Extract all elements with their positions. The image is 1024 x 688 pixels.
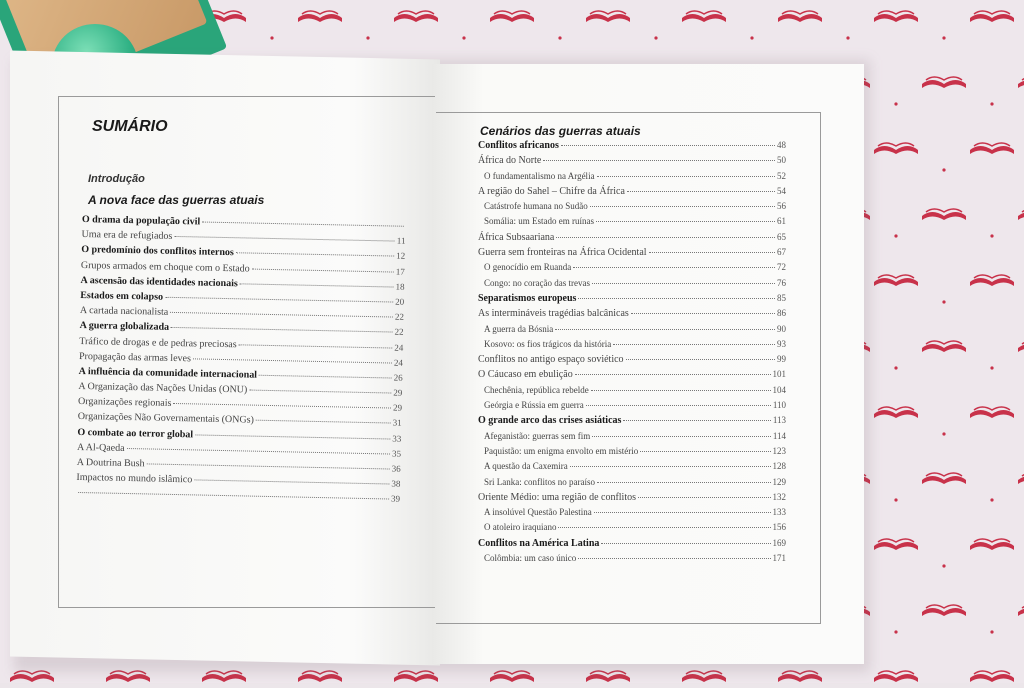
book-motif-icon: [490, 11, 534, 22]
toc-entry-title: A guerra globalizada: [79, 320, 170, 334]
toc-entry-page: 39: [390, 493, 401, 505]
toc-entry: [478, 415, 786, 430]
toc-dot-leader: [252, 268, 394, 272]
book-motif-icon: [922, 77, 966, 88]
toc-entry-page: 18: [395, 281, 405, 292]
book-motif-icon: [298, 11, 342, 22]
toc-entry-page: 31: [392, 417, 402, 429]
toc-entry-title: A ascensão das identidades nacionais: [80, 274, 238, 290]
toc-dot-leader: [165, 297, 393, 303]
toc-entry-title: O grande arco das crises asiáticas: [478, 415, 622, 427]
toc-dot-leader: [170, 312, 393, 318]
toc-entry-page: 52: [777, 170, 786, 181]
book-motif-icon: [490, 671, 534, 682]
book-motif-icon: [1018, 77, 1024, 88]
toc-dot-leader: [195, 434, 390, 439]
toc-dot-leader: [240, 283, 394, 287]
toc-entry-title: Conflitos na América Latina: [478, 537, 600, 549]
book-motif-icon: [970, 143, 1014, 154]
book-motif-icon: [394, 11, 438, 22]
pattern-dot: [750, 36, 753, 39]
pattern-dot: [942, 432, 945, 435]
book-motif-icon: [778, 671, 822, 682]
toc-dot-leader: [147, 463, 390, 469]
toc-entry-title: A Doutrina Bush: [76, 456, 145, 470]
toc-entry: [478, 477, 786, 492]
pattern-dot: [270, 36, 273, 39]
toc-entry-title: Geórgia e Rússia em guerra: [484, 400, 584, 411]
book-motif-icon: [1018, 473, 1024, 484]
book-motif-icon: [682, 671, 726, 682]
toc-entry: [478, 461, 786, 476]
toc-entry: [478, 538, 786, 553]
toc-entry-page: 72: [777, 262, 786, 273]
toc-dot-leader: [613, 344, 775, 345]
toc-entry-page: 20: [395, 296, 405, 307]
toc-dot-leader: [173, 403, 391, 409]
toc-dot-leader: [596, 221, 775, 222]
toc-entry-title: Tráfico de drogas e de pedras preciosas: [79, 335, 237, 350]
toc-entry-title: Oriente Médio: uma região de conflitos: [478, 491, 637, 503]
book-motif-icon: [874, 143, 918, 154]
book-motif-icon: [874, 671, 918, 682]
toc-entry: [478, 293, 786, 308]
toc-entry-page: 48: [777, 140, 786, 150]
toc-dot-leader: [597, 176, 775, 177]
toc-dot-leader: [649, 252, 775, 253]
book-motif-icon: [778, 11, 822, 22]
pattern-dot: [894, 366, 897, 369]
pattern-dot: [846, 36, 849, 39]
book-motif-icon: [1018, 605, 1024, 616]
toc-entry-page: 113: [772, 415, 786, 426]
toc-entry: [478, 232, 786, 247]
toc-entry-page: 24: [393, 357, 404, 368]
pattern-dot: [990, 366, 993, 369]
pattern-dot: [366, 36, 369, 39]
toc-entry-title: Organizações regionais: [77, 396, 172, 410]
toc-entry-page: 54: [777, 185, 786, 196]
toc-entry-title: Paquistão: um enigma envolto em mistério: [484, 445, 639, 456]
pattern-dot: [894, 630, 897, 633]
toc-dot-leader: [558, 527, 770, 528]
toc-entry: [478, 369, 786, 384]
toc-dot-leader: [627, 191, 775, 192]
toc-entry-title: Colômbia: um caso único: [484, 553, 577, 564]
toc-entry: [478, 553, 786, 568]
toc-entry-page: 132: [772, 491, 786, 502]
toc-entry-page: 35: [391, 448, 402, 459]
toc-entry-page: 104: [772, 384, 786, 395]
toc-entry-page: 76: [777, 277, 786, 288]
toc-entry-page: 128: [772, 461, 786, 472]
toc-entry-title: Sri Lanka: conflitos no paraíso: [484, 476, 595, 487]
pattern-dot: [942, 564, 945, 567]
book-motif-icon: [922, 341, 966, 352]
toc-entry-page: 85: [777, 292, 786, 303]
toc-entry: [478, 308, 786, 323]
toc-entry-page: 93: [777, 338, 786, 349]
toc-entry-page: 17: [395, 266, 405, 277]
toc-dot-leader: [194, 480, 389, 485]
toc-entry-title: Propagação das armas leves: [78, 350, 192, 364]
toc-entry-title: Catástrofe humana no Sudão: [484, 201, 588, 212]
toc-entry-page: 24: [394, 342, 404, 353]
toc-entry: [478, 492, 786, 507]
toc-dot-leader: [259, 375, 392, 379]
toc-entry: [478, 507, 786, 522]
book-motif-icon: [10, 671, 54, 682]
pattern-dot: [990, 498, 993, 501]
toc-entry-page: 90: [777, 323, 786, 334]
toc-dot-leader: [626, 359, 775, 360]
book-motif-icon: [394, 671, 438, 682]
toc-entry-page: 11: [396, 235, 406, 246]
toc-dot-leader: [127, 448, 390, 455]
toc-entry-title: Guerra sem fronteiras na África Ocidental: [478, 247, 647, 259]
toc-entry: [478, 354, 786, 369]
toc-entry: [478, 522, 786, 537]
toc-entry: [478, 278, 786, 293]
toc-entry-page: 22: [394, 326, 404, 338]
book-motif-icon: [922, 473, 966, 484]
toc-entry: [478, 171, 786, 186]
toc-entry-page: 123: [772, 445, 786, 456]
toc-entry-title: O fundamentalismo na Argélia: [484, 170, 595, 181]
part1-title: A nova face das guerras atuais: [88, 193, 265, 207]
toc-entry-page: 61: [777, 216, 786, 227]
toc-entry: [478, 155, 786, 170]
toc-entry-title: A influência da comunidade internacional: [78, 365, 258, 381]
toc-entry-title: Uma era de refugiados: [81, 229, 173, 243]
toc-entry: [478, 446, 786, 461]
book-motif-icon: [586, 11, 630, 22]
toc-entry-page: 56: [777, 201, 786, 212]
toc-dot-leader: [578, 298, 775, 299]
toc-entry: [478, 262, 786, 277]
toc-entry-title: Somália: um Estado em ruínas: [484, 216, 594, 227]
toc-entry-page: 67: [777, 247, 786, 258]
toc-entry-page: 99: [777, 354, 786, 365]
toc-entry: [478, 140, 786, 155]
pattern-dot: [558, 36, 561, 39]
book-motif-icon: [1018, 341, 1024, 352]
toc-entry-page: 29: [393, 387, 403, 398]
toc-entry: [478, 400, 786, 415]
toc-dot-leader: [78, 492, 389, 500]
toc-entry: [478, 247, 786, 262]
toc-entry-title: Separatismos europeus: [478, 292, 577, 304]
toc-dot-leader: [592, 436, 771, 437]
toc-entry-page: 12: [396, 250, 406, 262]
toc-dot-leader: [591, 390, 771, 391]
book-motif-icon: [106, 671, 150, 682]
toc-entry-title: O drama da população civil: [81, 214, 201, 228]
toc-entry-page: 33: [392, 433, 402, 444]
toc-dot-leader: [249, 390, 391, 394]
book-motif-icon: [682, 11, 726, 22]
toc-entry-title: Estados em colapso: [80, 289, 164, 303]
toc-entry: [478, 186, 786, 201]
toc-entry-title: África Subsaariana: [478, 231, 555, 243]
toc-entry: [478, 385, 786, 400]
toc-dot-leader: [193, 358, 392, 363]
toc-list-left: [76, 214, 406, 509]
toc-dot-leader: [597, 482, 771, 483]
toc-dot-leader: [631, 313, 775, 314]
toc-entry-title: O genocídio em Ruanda: [484, 262, 572, 273]
toc-entry: [478, 339, 786, 354]
toc-entry-title: Chechênia, república rebelde: [484, 384, 589, 395]
toc-dot-leader: [202, 222, 404, 227]
toc-entry-title: A região do Sahel – Chifre da África: [478, 185, 625, 197]
toc-entry-page: 86: [777, 308, 786, 319]
book-motif-icon: [298, 671, 342, 682]
book-motif-icon: [202, 671, 246, 682]
toc-dot-leader: [575, 374, 771, 375]
toc-dot-leader: [556, 237, 775, 238]
book-motif-icon: [874, 407, 918, 418]
toc-entry-page: 36: [391, 463, 401, 474]
book-motif-icon: [970, 11, 1014, 22]
toc-entry-title: A Al-Qaeda: [76, 441, 125, 454]
toc-dot-leader: [601, 543, 770, 544]
pattern-dot: [894, 102, 897, 105]
toc-entry-title: A Organização das Nações Unidas (ONU): [78, 381, 248, 396]
toc-entry-title: A guerra da Bósnia: [484, 323, 554, 334]
toc-heading: SUMÁRIO: [92, 118, 168, 135]
toc-dot-leader: [570, 466, 771, 467]
toc-dot-leader: [555, 329, 775, 330]
book-motif-icon: [874, 539, 918, 550]
toc-entry-title: O combate ao terror global: [77, 426, 194, 440]
toc-dot-leader: [561, 145, 775, 146]
pattern-dot: [894, 234, 897, 237]
toc-entry-title: A cartada nacionalista: [79, 305, 169, 318]
book-motif-icon: [1018, 209, 1024, 220]
pattern-dot: [990, 630, 993, 633]
toc-entry-title: Afeganistão: guerras sem fim: [484, 430, 591, 441]
toc-entry-title: As intermináveis tragédias balcânicas: [478, 308, 629, 320]
toc-dot-leader: [623, 420, 770, 421]
toc-dot-leader: [239, 344, 393, 348]
toc-entry-page: 29: [392, 402, 403, 413]
toc-entry-page: 114: [772, 430, 786, 441]
part2-title: Cenários das guerras atuais: [480, 124, 641, 138]
toc-entry-page: 65: [777, 231, 786, 242]
toc-entry-page: 110: [772, 400, 786, 411]
toc-dot-leader: [578, 558, 770, 559]
toc-entry-title: Kosovo: os fios trágicos da história: [484, 338, 612, 349]
pattern-dot: [942, 168, 945, 171]
toc-entry-page: 133: [772, 507, 786, 518]
toc-dot-leader: [638, 497, 770, 498]
toc-dot-leader: [543, 160, 775, 161]
toc-dot-leader: [594, 512, 771, 513]
toc-dot-leader: [592, 283, 775, 284]
toc-entry-title: Conflitos africanos: [478, 140, 559, 151]
toc-entry-page: 50: [777, 155, 786, 166]
toc-entry-title: O predomínio dos conflitos internos: [81, 244, 234, 259]
toc-entry-title: Grupos armados em choque com o Estado: [80, 259, 250, 275]
toc-dot-leader: [256, 420, 391, 424]
toc-entry-page: 171: [772, 553, 786, 564]
toc-dot-leader: [586, 405, 771, 406]
pattern-dot: [990, 234, 993, 237]
toc-dot-leader: [590, 206, 775, 207]
pattern-dot: [942, 36, 945, 39]
toc-entry: [478, 216, 786, 231]
toc-entry-title: O Cáucaso em ebulição: [478, 369, 573, 381]
toc-entry: [478, 324, 786, 339]
book-motif-icon: [970, 671, 1014, 682]
book-motif-icon: [970, 407, 1014, 418]
toc-entry: [478, 431, 786, 446]
toc-entry-title: A questão da Caxemira: [484, 461, 568, 472]
toc-entry-title: Congo: no coração das trevas: [484, 277, 590, 288]
pattern-dot: [654, 36, 657, 39]
book-motif-icon: [586, 671, 630, 682]
toc-dot-leader: [171, 327, 393, 333]
book-motif-icon: [922, 209, 966, 220]
toc-dot-leader: [640, 451, 770, 452]
toc-entry-title: Organizações Não Governamentais (ONGs): [77, 411, 254, 427]
pattern-dot: [894, 498, 897, 501]
toc-entry-title: O atoleiro iraquiano: [484, 522, 557, 533]
pattern-dot: [942, 300, 945, 303]
toc-entry-title: A insolúvel Questão Palestina: [484, 507, 592, 518]
toc-dot-leader: [174, 236, 395, 242]
book-motif-icon: [874, 275, 918, 286]
toc-entry-page: 22: [394, 311, 405, 322]
toc-entry-page: 101: [772, 369, 786, 380]
toc-entry-page: 129: [772, 476, 786, 487]
toc-entry-page: 169: [772, 537, 786, 548]
toc-entry-title: Impactos no mundo islâmico: [76, 472, 193, 486]
toc-entry-page: 156: [772, 522, 786, 533]
pattern-dot: [462, 36, 465, 39]
toc-dot-leader: [573, 267, 775, 268]
book-motif-icon: [874, 11, 918, 22]
toc-entry-title: África do Norte: [478, 155, 542, 167]
toc-entry-page: 38: [391, 478, 401, 489]
book-motif-icon: [922, 605, 966, 616]
toc-entry-page: 26: [393, 372, 403, 383]
pattern-dot: [990, 102, 993, 105]
toc-dot-leader: [236, 253, 394, 257]
introduction-label: Introdução: [88, 173, 145, 185]
toc-entry-title: Conflitos no antigo espaço soviético: [478, 354, 624, 366]
toc-entry: [478, 201, 786, 216]
book-motif-icon: [970, 539, 1014, 550]
toc-list-right: [478, 140, 786, 568]
book-motif-icon: [970, 275, 1014, 286]
